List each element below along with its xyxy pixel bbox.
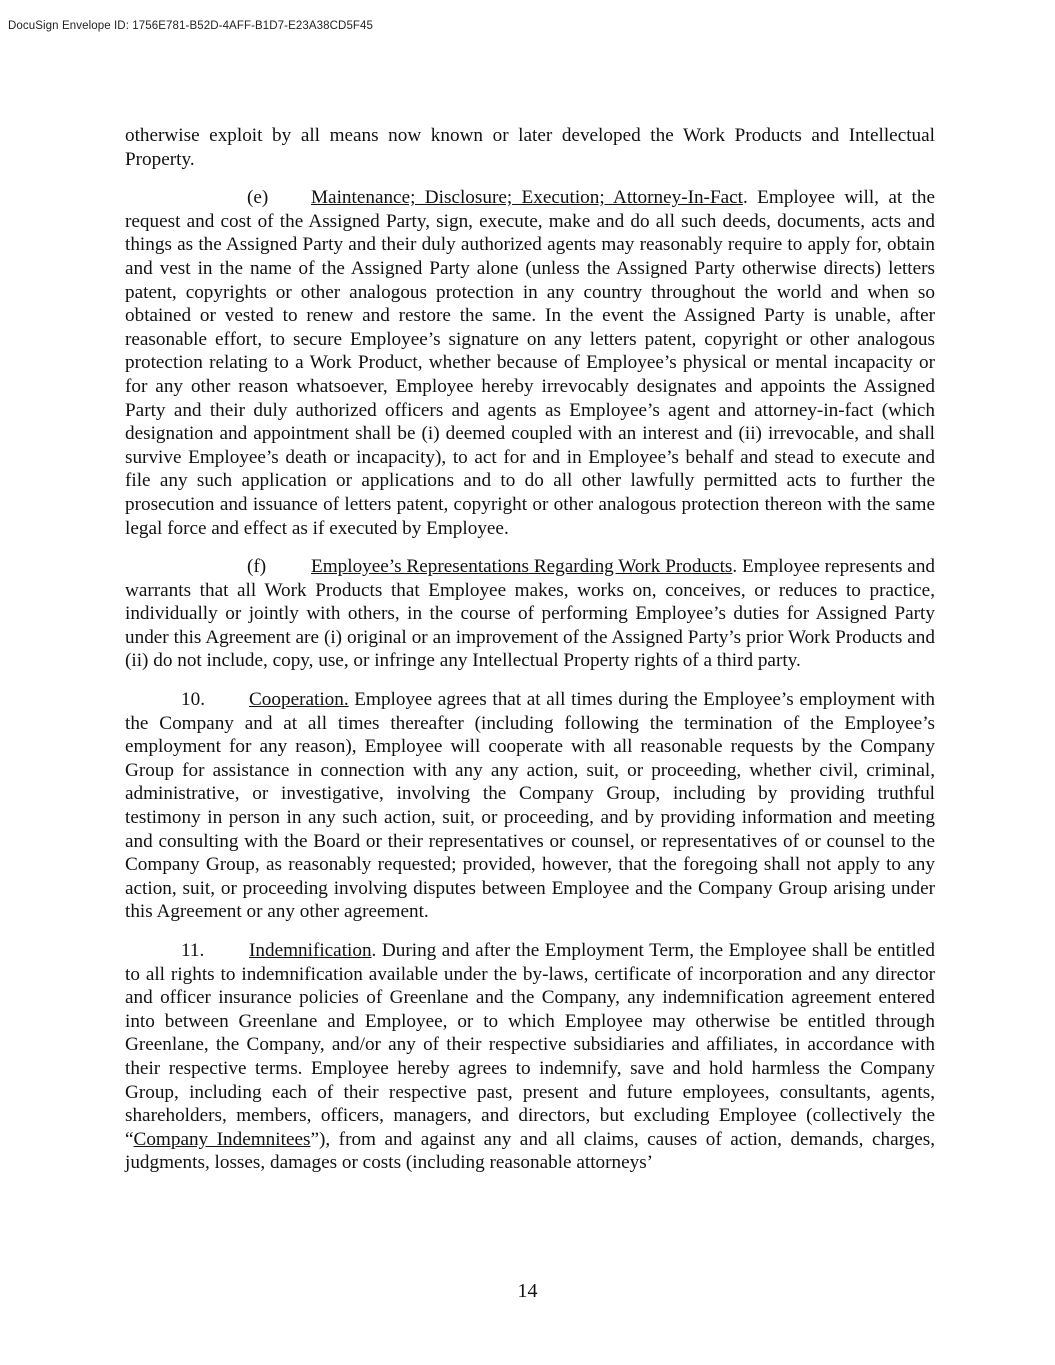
- section-10-number: 10.: [181, 689, 205, 711]
- company-indemnitees-term: Company Indemnitees: [133, 1128, 311, 1150]
- section-11-number: 11.: [181, 940, 205, 961]
- section-11-heading: Indemnification: [249, 940, 372, 961]
- section-f-paragraph: [125, 555, 935, 673]
- section-e-paragraph: [125, 186, 935, 540]
- section-e-text: . Employee will, at the request and cost of the Assigned Party, sign, execute, make and do all such deeds, documents, acts and things as the Assigned Party and their duly authorized agents may reasonably require to apply for, obtain and vest in the name of the Assigned Party alone (unless the Assigned Party otherwise directs) letters patent, copyrights or other analogous protection in any country throughout the world and when so obtained or vested to renew and restore the same. In the event the Assigned Party is unable, after reasonable effort, to secure Employee’s signature on any letters patent, copyright or other analogous protection relating to a Work Product, whether because of Employee’s physical or mental incapacity or for any other reason whatsoever, Employee hereby irrevocably designates and appoints the Assigned Party and their duly authorized officers and agents as Employee’s agent and attorney-in-fact (which designation and appointment shall be (i) deemed coupled with an interest and (ii) irrevocable, and shall survive Employee’s death or incapacity), to act for and in Employee’s behalf and stead to execute and file any such application or applications and to do all other lawfully permitted acts to further the prosecution and issuance of letters patent, copyright or other analogous protection thereon with the same legal force and effect as if executed by Employee.: [125, 187, 936, 539]
- section-11-paragraph: [125, 939, 935, 1175]
- section-11-text-before: . During and after the Employment Term, the Employee shall be entitled to all rights to indemnification available under the by-laws, certificate of incorporation and any director and officer insurance policies of Greenlane and the Company, any indemnification agreement entered into between Greenlane and Employee, or to which Employee may otherwise be entitled through Greenlane, the Company, and/or any of their respective subsidiaries and affiliates, in accordance with their respective terms. Employee hereby agrees to indemnify, save and hold harmless the Company Group, including each of their respective past, present and future employees, consultants, agents, shareholders, members, officers, managers, and directors, but excluding Employee (collectively the “: [125, 940, 935, 1150]
- section-11-text-after: ”), from and against any and all claims, causes of action, demands, charges, judgments, losses, damages or costs (including reasonable attorneys’: [125, 1128, 936, 1174]
- section-f-number: (f): [247, 556, 267, 578]
- section-e-number: (e): [247, 187, 269, 209]
- section-f-text: . Employee represents and warrants that all Work Products that Employee makes, works on, conceives, or reduces to practice, individually or jointly with others, in the course of performing Employee’s duties for Assigned Party under this Agreement are (i) original or an improvement of the Assigned Party’s prior Work Products and (ii) do not include, copy, use, or infringe any Intellectual Property rights of a third party.: [125, 556, 936, 672]
- section-f-heading: Employee’s Representations Regarding Work Products: [311, 556, 733, 578]
- section-10-text: Employee agrees that at all times during the Employee’s employment with the Company and at all times thereafter (including following the termination of the Employee’s employment for any reason), Employee will cooperate with all reasonable requests by the Company Group for assistance in connection with any any action, suit, or proceeding, whether civil, criminal, administrative, or investigative, involving the Company Group, including by providing truthful testimony in person in any such action, suit, or proceeding, and by providing information and meeting and consulting with the Board or their representatives or counsel, or representatives of or counsel to the Company Group, as reasonably requested; provided, however, that the foregoing shall not apply to any action, suit, or proceeding involving disputes between Employee and the Company Group arising under this Agreement or any other agreement.: [125, 689, 935, 923]
- section-10-paragraph: [125, 688, 935, 924]
- page-number: 14: [517, 1280, 538, 1302]
- continuation-paragraph: otherwise exploit by all means now known or later developed the Work Products and Intellectual Property.: [125, 125, 935, 170]
- section-e-heading: Maintenance; Disclosure; Execution; Attorney-In-Fact: [311, 187, 743, 209]
- section-10-heading: Cooperation.: [249, 689, 349, 711]
- docusign-envelope-id: DocuSign Envelope ID: 1756E781-B52D-4AFF-B1D7-E23A38CD5F45: [8, 20, 374, 32]
- document-body: [125, 124, 935, 1190]
